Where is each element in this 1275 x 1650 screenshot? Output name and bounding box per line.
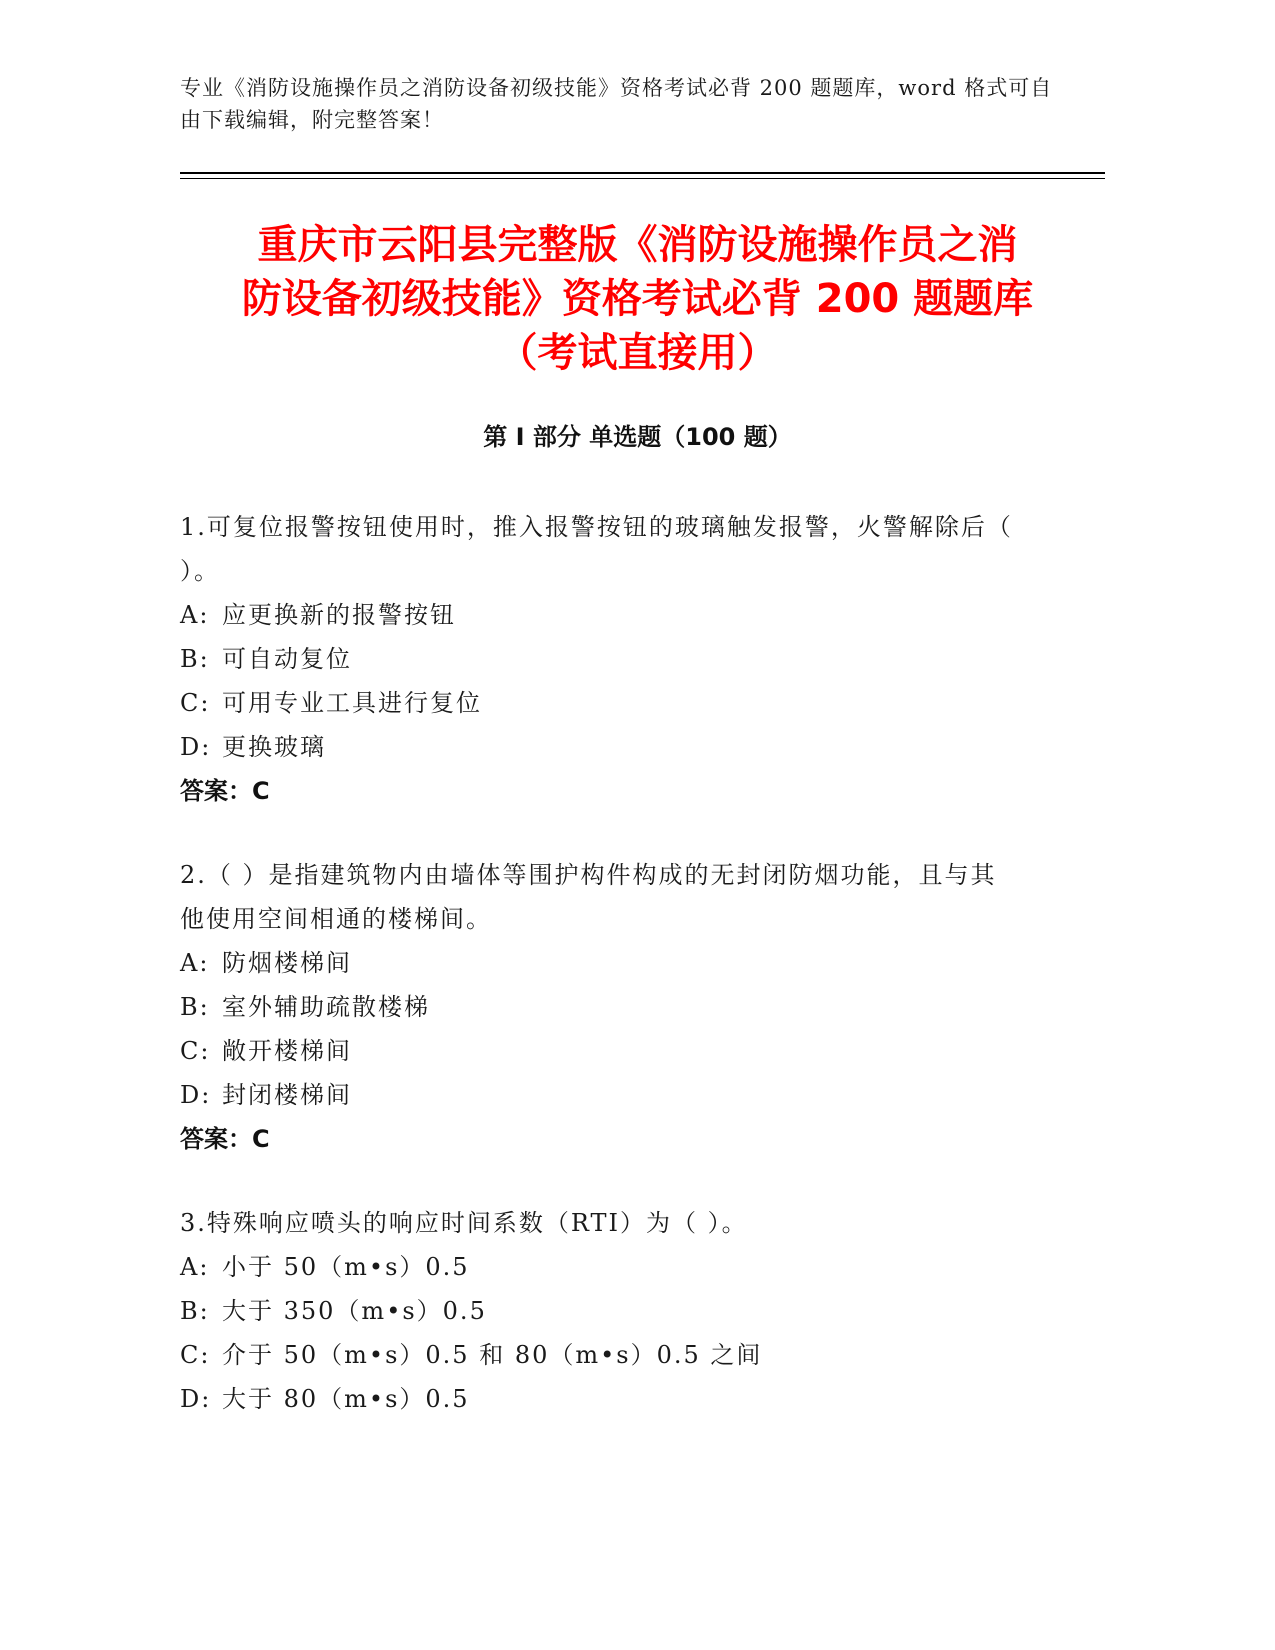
question-option [180, 681, 1020, 725]
question-answer: 答案：C [180, 1125, 270, 1153]
question-stem: 1.可复位报警按钮使用时，推入报警按钮的玻璃触发报警，火警解除后（ ）。 [180, 513, 1013, 585]
question-option [180, 1289, 1020, 1333]
option-label: C: [180, 689, 211, 717]
option-text: 敞开楼梯间 [222, 1037, 352, 1065]
question-option [180, 1029, 1020, 1073]
question-option [180, 637, 1020, 681]
section-title: 第 I 部分 单选题（100 题） [483, 423, 792, 451]
option-label: C: [180, 1037, 211, 1065]
question-item [180, 1201, 1020, 1421]
header-rule-thick [180, 172, 1105, 174]
option-label: C: [180, 1341, 211, 1369]
header-rule-thin [180, 178, 1105, 179]
header-note: 专业《消防设施操作员之消防设备初级技能》资格考试必背 200 题题库，word 格式可自由下载编辑，附完整答案！ [180, 76, 1053, 132]
title-line: 重庆市云阳县完整版《消防设施操作员之消 [257, 222, 1018, 268]
question-option [180, 593, 1020, 637]
question-option [180, 985, 1020, 1029]
option-text: 小于 50（m•s）0.5 [222, 1253, 470, 1281]
option-text: 可自动复位 [222, 645, 352, 673]
question-answer: 答案：C [180, 777, 270, 805]
question-option [180, 1333, 1020, 1377]
option-label: B: [180, 1297, 210, 1325]
title-line: 防设备初级技能》资格考试必背 200 题题库 [241, 276, 1034, 322]
question-option [180, 1073, 1020, 1117]
option-label: B: [180, 645, 210, 673]
option-label: D: [180, 1081, 212, 1109]
option-label: A: [180, 601, 210, 629]
option-text: 可用专业工具进行复位 [222, 689, 482, 717]
question-option [180, 941, 1020, 985]
option-text: 封闭楼梯间 [222, 1081, 352, 1109]
option-label: D: [180, 733, 212, 761]
question-option [180, 1245, 1020, 1289]
option-label: A: [180, 1253, 210, 1281]
option-label: A: [180, 949, 210, 977]
document-title [150, 218, 1125, 380]
option-text: 大于 350（m•s）0.5 [222, 1297, 487, 1325]
question-list [180, 505, 1020, 1461]
option-text: 应更换新的报警按钮 [222, 601, 456, 629]
option-label: B: [180, 993, 210, 1021]
option-text: 防烟楼梯间 [222, 949, 352, 977]
question-stem: 2.（ ）是指建筑物内由墙体等围护构件构成的无封闭防烟功能，且与其他使用空间相通的楼梯间。 [180, 861, 997, 933]
title-line: （考试直接用） [497, 330, 778, 376]
option-text: 大于 80（m•s）0.5 [222, 1385, 470, 1413]
option-text: 室外辅助疏散楼梯 [222, 993, 430, 1021]
question-option [180, 725, 1020, 769]
question-stem: 3.特殊响应喷头的响应时间系数（RTI）为（ ）。 [180, 1209, 748, 1237]
question-item [180, 505, 1020, 813]
option-label: D: [180, 1385, 212, 1413]
option-text: 更换玻璃 [222, 733, 326, 761]
question-option [180, 1377, 1020, 1421]
question-item [180, 853, 1020, 1161]
option-text: 介于 50（m•s）0.5 和 80（m•s）0.5 之间 [222, 1341, 763, 1369]
